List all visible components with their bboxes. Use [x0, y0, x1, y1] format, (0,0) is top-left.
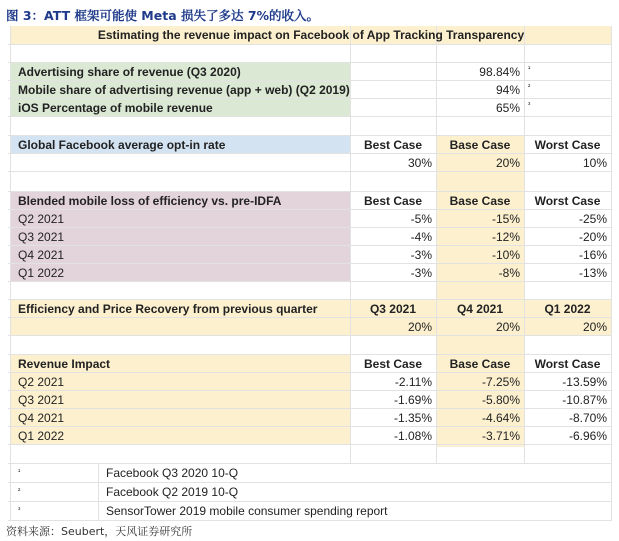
assumption-value: 65%: [495, 101, 520, 115]
assumption-value: 98.84%: [479, 65, 520, 79]
recovery-header: Q3 2021: [369, 302, 417, 316]
col-header-worst: Worst Case: [534, 357, 601, 371]
footnote-text: SensorTower 2019 mobile consumer spending report: [106, 504, 388, 518]
assumption-ref: ¹: [528, 66, 531, 73]
efficiency-cell: -12%: [491, 230, 520, 244]
col-header-best: Best Case: [363, 194, 423, 208]
assumption-ref: ³: [528, 102, 531, 109]
quarter-label: Q3 2021: [18, 230, 65, 244]
optin-value: 10%: [582, 156, 607, 170]
spreadsheet: [8, 26, 612, 520]
footnote-text: Facebook Q2 2019 10-Q: [106, 485, 239, 499]
col-header-base: Base Case: [449, 194, 511, 208]
quarter-label: Q2 2021: [18, 212, 65, 226]
quarter-label: Q2 2021: [18, 375, 65, 389]
revenue-cell: -7.25%: [481, 375, 520, 389]
revenue-cell: -10.87%: [562, 393, 607, 407]
footnote-mark: ¹: [18, 469, 21, 476]
footnote-text: Facebook Q3 2020 10-Q: [106, 466, 239, 480]
optin-label: Global Facebook average opt-in rate: [18, 138, 226, 152]
quarter-label: Q1 2022: [18, 429, 65, 443]
recovery-value: 20%: [582, 320, 607, 334]
recovery-header: Q4 2021: [456, 302, 504, 316]
recovery-label: Efficiency and Price Recovery from previous quarter: [18, 302, 318, 316]
efficiency-cell: -3%: [410, 266, 432, 280]
assumption-ref: ²: [528, 84, 531, 91]
recovery-value: 20%: [495, 320, 520, 334]
assumption-label: iOS Percentage of mobile revenue: [18, 101, 213, 115]
assumption-label: Advertising share of revenue (Q3 2020): [18, 65, 241, 79]
source-note: 资料来源：Seubert，天风证券研究所: [6, 525, 193, 538]
revenue-cell: -1.69%: [393, 393, 432, 407]
figure-title: 图 3：ATT 框架可能使 Meta 损失了多达 7%的收入。: [6, 8, 320, 23]
assumption-label: Mobile share of advertising revenue (app + web) (Q2 2019): [18, 83, 350, 97]
col-header-best: Best Case: [363, 357, 423, 371]
efficiency-cell: -10%: [491, 248, 520, 262]
quarter-label: Q4 2021: [18, 248, 65, 262]
efficiency-cell: -4%: [410, 230, 432, 244]
col-header-worst: Worst Case: [534, 138, 601, 152]
efficiency-cell: -25%: [578, 212, 607, 226]
recovery-value: 20%: [407, 320, 432, 334]
quarter-label: Q1 2022: [18, 266, 65, 280]
revenue-cell: -1.08%: [393, 429, 432, 443]
footnote-mark: ³: [18, 507, 21, 514]
efficiency-cell: -20%: [578, 230, 607, 244]
quarter-label: Q3 2021: [18, 393, 65, 407]
col-header-base: Base Case: [449, 138, 511, 152]
revenue-cell: -4.64%: [481, 411, 520, 425]
quarter-label: Q4 2021: [18, 411, 65, 425]
revenue-cell: -2.11%: [394, 375, 432, 389]
efficiency-label: Blended mobile loss of efficiency vs. pre-IDFA: [18, 194, 282, 208]
revenue-cell: -8.70%: [568, 411, 607, 425]
revenue-cell: -1.35%: [393, 411, 432, 425]
efficiency-cell: -15%: [491, 212, 520, 226]
col-header-worst: Worst Case: [534, 194, 601, 208]
assumption-value: 94%: [495, 83, 520, 97]
efficiency-cell: -16%: [578, 248, 607, 262]
efficiency-cell: -13%: [578, 266, 607, 280]
efficiency-cell: -8%: [498, 266, 520, 280]
footnote-mark: ²: [18, 488, 21, 495]
efficiency-cell: -5%: [410, 212, 432, 226]
recovery-header: Q1 2022: [544, 302, 591, 316]
revenue-cell: -5.80%: [481, 393, 520, 407]
optin-value: 30%: [407, 156, 432, 170]
revenue-cell: -13.59%: [562, 375, 607, 389]
col-header-best: Best Case: [363, 138, 423, 152]
revenue-label: Revenue Impact: [18, 357, 111, 371]
optin-value: 20%: [495, 156, 520, 170]
revenue-cell: -6.96%: [568, 429, 607, 443]
col-header-base: Base Case: [449, 357, 511, 371]
table-title: Estimating the revenue impact on Facebook of App Tracking Transparency: [97, 28, 525, 42]
revenue-cell: -3.71%: [481, 429, 520, 443]
efficiency-cell: -3%: [410, 248, 432, 262]
